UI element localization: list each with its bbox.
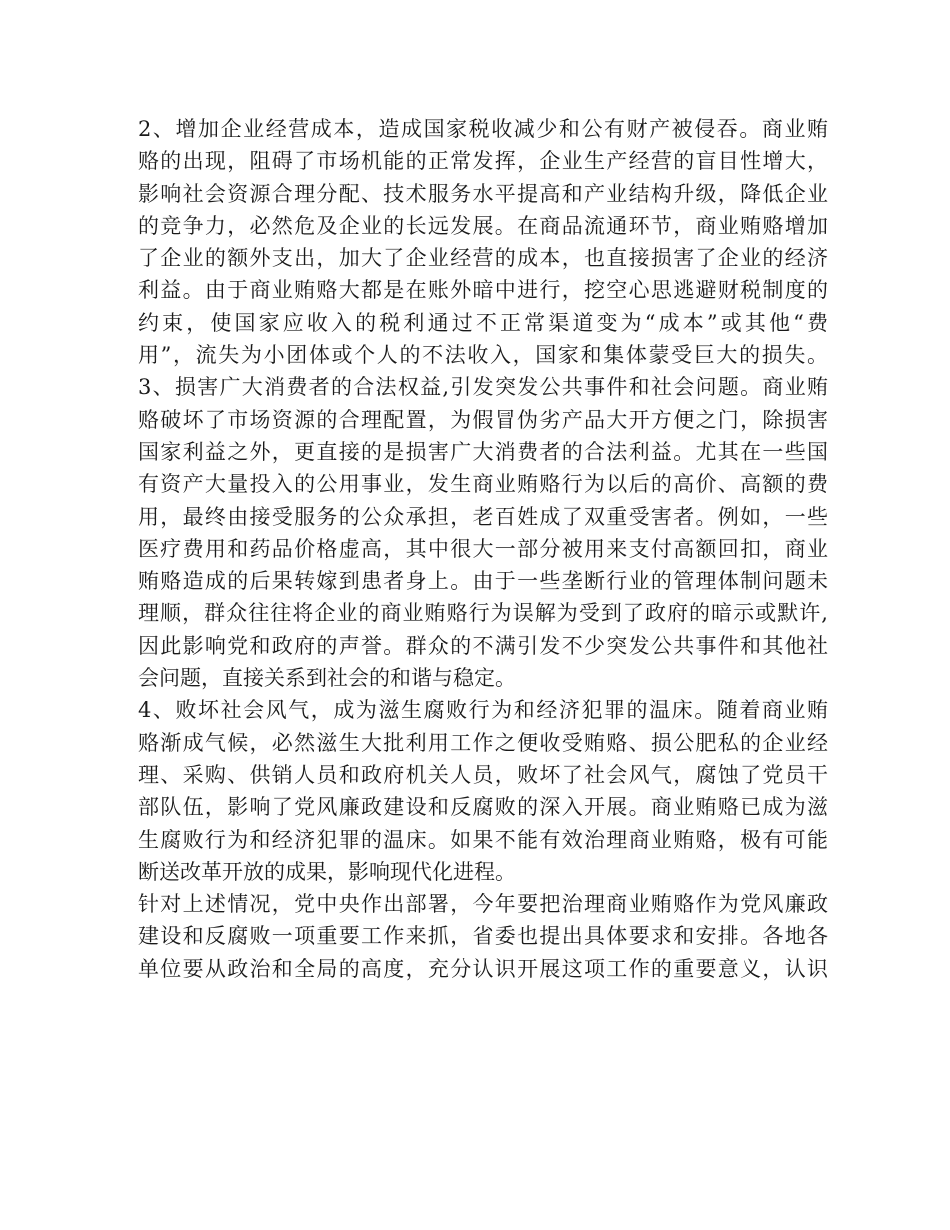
text-line: 因此影响党和政府的声誉。群众的不满引发不少突发公共事件和其他社 xyxy=(138,633,828,658)
text-line: 4、败坏社会风气，成为滋生腐败行为和经济犯罪的温床。随着商业贿 xyxy=(138,698,828,723)
text-line: 贿赂造成的后果转嫁到患者身上。由于一些垄断行业的管理体制问题未 xyxy=(138,569,828,594)
paragraph-3 xyxy=(138,371,828,694)
text-line: 3、损害广大消费者的合法权益,引发突发公共事件和社会问题。商业贿 xyxy=(138,375,828,400)
text-line: 建设和反腐败一项重要工作来抓，省委也提出具体要求和安排。各地各 xyxy=(138,924,828,949)
text-line: 针对上述情况，党中央作出部署，今年要把治理商业贿赂作为党风廉政 xyxy=(138,892,828,917)
text-line: 有资产大量投入的公用事业，发生商业贿赂行为以后的高价、高额的费 xyxy=(138,472,828,497)
text-line: 单位要从政治和全局的高度，充分认识开展这项工作的重要意义，认识 xyxy=(138,956,828,981)
text-line: 的竞争力，必然危及企业的长远发展。在商品流通环节，商业贿赂增加 xyxy=(138,213,828,238)
text-line: 赂的出现，阻碍了市场机能的正常发挥，企业生产经营的盲目性增大， xyxy=(138,149,828,174)
text-line: 理、采购、供销人员和政府机关人员，败坏了社会风气，腐蚀了党员干 xyxy=(138,762,828,787)
text-line: 赂破坏了市场资源的合理配置，为假冒伪劣产品大开方便之门，除损害 xyxy=(138,407,828,432)
document-body xyxy=(138,113,828,985)
text-line: 部队伍，影响了党风廉政建设和反腐败的深入开展。商业贿赂已成为滋 xyxy=(138,795,828,820)
text-line: 断送改革开放的成果，影响现代化进程。 xyxy=(138,859,516,884)
text-line: 医疗费用和药品价格虚高，其中很大一部分被用来支付高额回扣，商业 xyxy=(138,536,828,561)
text-line: 了企业的额外支出，加大了企业经营的成本，也直接损害了企业的经济 xyxy=(138,246,828,271)
text-line: 国家利益之外，更直接的是损害广大消费者的合法利益。尤其在一些国 xyxy=(138,439,828,464)
text-line: 约束，使国家应收入的税利通过不正常渠道变为“成本”或其他“费 xyxy=(138,310,828,335)
text-line: 利益。由于商业贿赂大都是在账外暗中进行，挖空心思逃避财税制度的 xyxy=(138,278,828,303)
text-line: 影响社会资源合理分配、技术服务水平提高和产业结构升级，降低企业 xyxy=(138,181,828,206)
paragraph-conclusion xyxy=(138,888,828,985)
text-line: 生腐败行为和经济犯罪的温床。如果不能有效治理商业贿赂，极有可能 xyxy=(138,827,828,852)
text-line: 理顺，群众往往将企业的商业贿赂行为误解为受到了政府的暗示或默许, xyxy=(138,601,828,626)
text-line: 赂渐成气候，必然滋生大批利用工作之便收受贿赂、损公肥私的企业经 xyxy=(138,730,828,755)
paragraph-4 xyxy=(138,694,828,888)
text-line: 会问题，直接关系到社会的和谐与稳定。 xyxy=(138,666,516,691)
text-line: 2、增加企业经营成本，造成国家税收减少和公有财产被侵吞。商业贿 xyxy=(138,117,828,141)
paragraph-2 xyxy=(138,113,828,371)
text-line: 用”，流失为小团体或个人的不法收入，国家和集体蒙受巨大的损失。 xyxy=(138,343,828,368)
text-line: 用，最终由接受服务的公众承担，老百姓成了双重受害者。例如，一些 xyxy=(138,504,828,529)
